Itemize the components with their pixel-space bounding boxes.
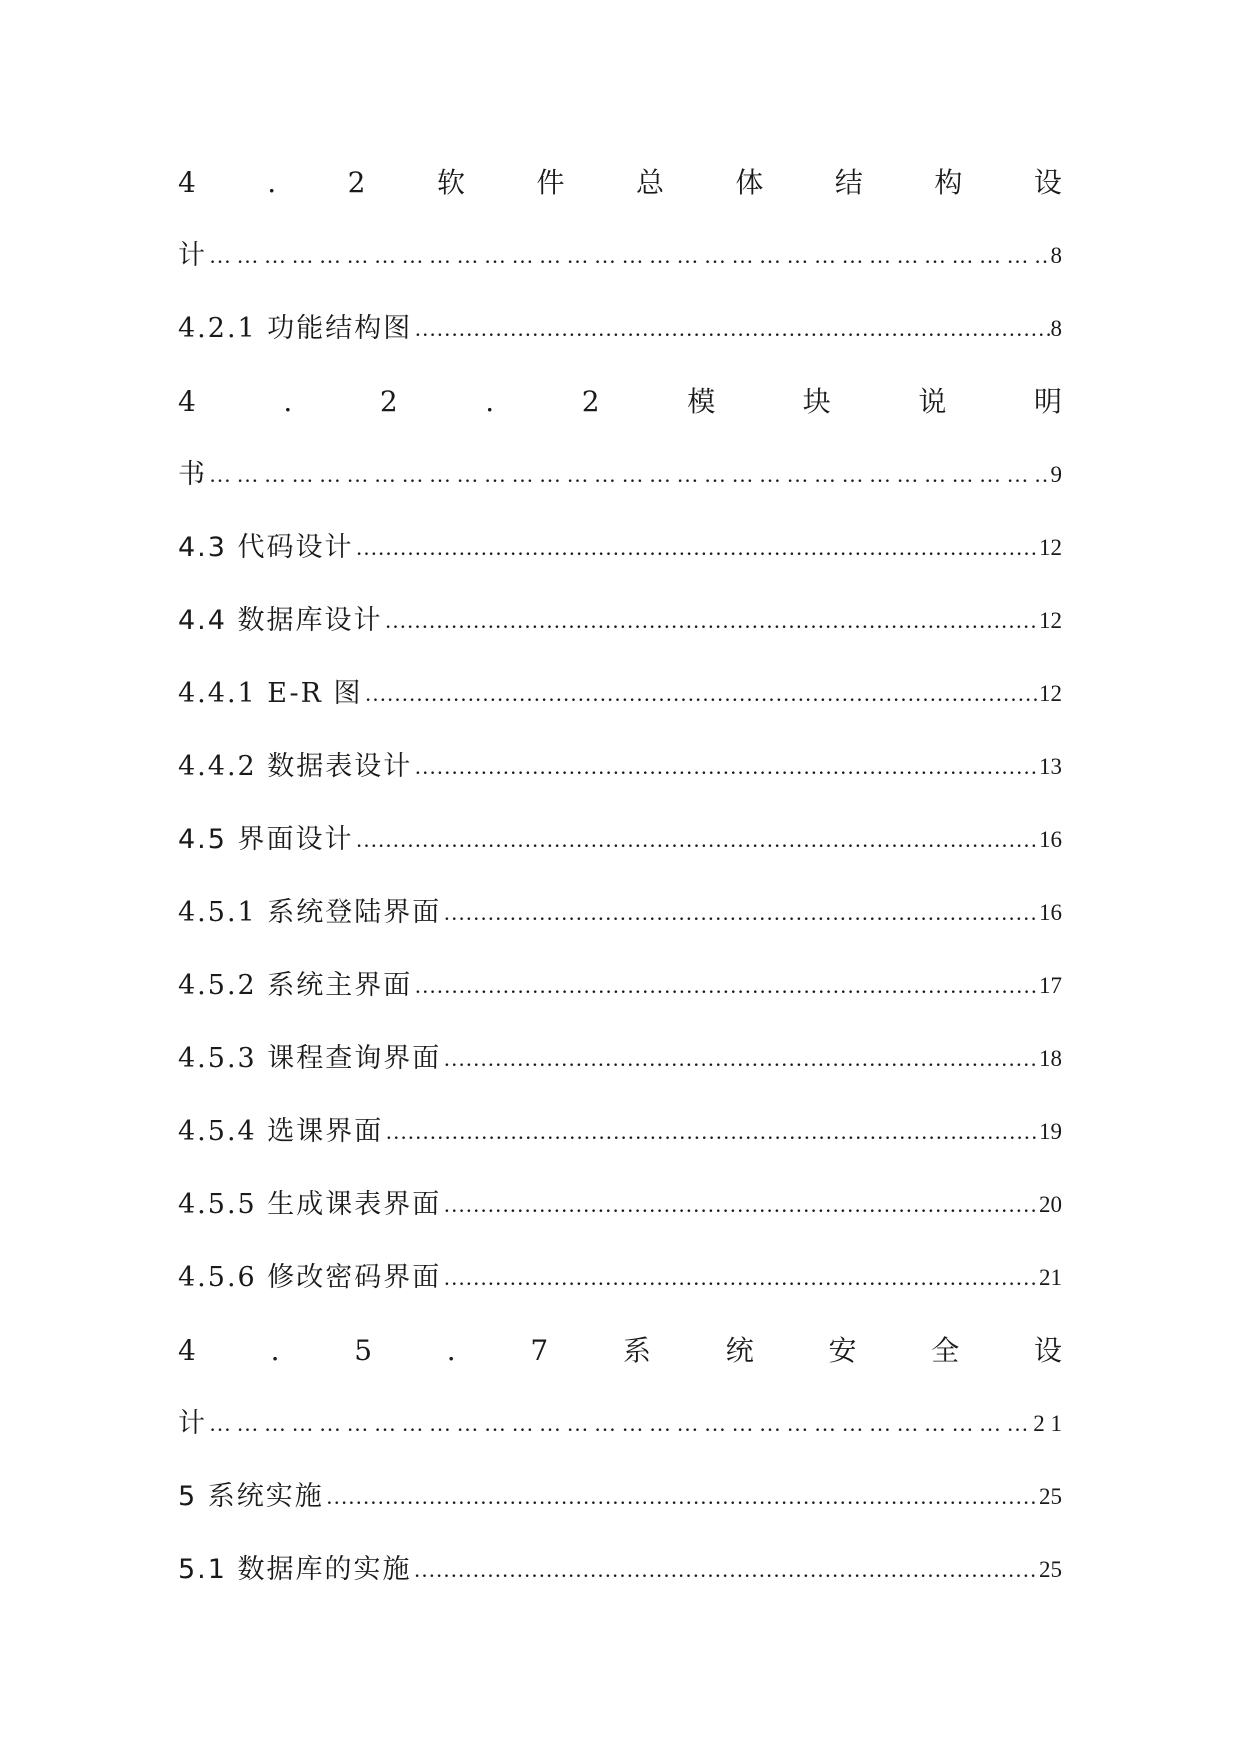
toc-entry-title: 4.3 代码设计 — [178, 532, 354, 563]
toc-page-number: 9 — [1050, 462, 1062, 487]
toc-entry — [178, 438, 1062, 511]
toc-heading-char: 7 — [530, 1333, 549, 1367]
toc-dot-leader — [354, 537, 1039, 559]
toc-entry-title: 4.5.5 生成课表界面 — [178, 1189, 442, 1220]
toc-dot-leader — [412, 1559, 1039, 1581]
toc-dot-leader — [363, 683, 1039, 705]
toc-heading-char: . — [485, 384, 495, 418]
toc-entry-title: 4.5.1 系统登陆界面 — [178, 897, 442, 928]
toc-dot-leader — [324, 1486, 1039, 1508]
toc-entry-title: 4.5.4 选课界面 — [178, 1116, 384, 1147]
toc-heading-char: 统 — [725, 1333, 754, 1367]
toc-dot-leader — [207, 1413, 1033, 1435]
toc-page-number: 18 — [1039, 1046, 1062, 1071]
toc-entry-title: 4.4.2 数据表设计 — [178, 751, 413, 782]
toc-heading-char: 块 — [802, 384, 831, 418]
toc-dot-leader — [441, 902, 1039, 924]
toc-heading-char: . — [270, 1333, 280, 1367]
toc-dot-leader — [207, 464, 1051, 486]
toc-entry — [178, 292, 1062, 365]
toc-entry — [178, 803, 1062, 876]
toc-dot-leader — [207, 245, 1051, 267]
toc-page-number: 8 — [1050, 243, 1062, 268]
toc-heading-char: 4 — [178, 384, 196, 418]
toc-dot-leader — [354, 829, 1039, 851]
toc-dot-leader — [383, 610, 1039, 632]
toc-heading-char: 软 — [436, 165, 465, 199]
toc-entry-title: 计 — [178, 240, 207, 271]
toc-heading-char: . — [446, 1333, 456, 1367]
toc-dot-leader — [412, 756, 1039, 778]
toc-entry — [178, 1095, 1062, 1168]
toc-heading-char: 5 — [354, 1333, 373, 1367]
toc-entry — [178, 511, 1062, 584]
toc-entry — [178, 1241, 1062, 1314]
toc-page-number: 16 — [1039, 900, 1062, 925]
toc-entry-title: 书 — [178, 459, 207, 490]
toc-entry-title: 5.1 数据库的实施 — [178, 1554, 412, 1585]
toc-heading-justified — [178, 1314, 1062, 1387]
toc-heading-justified — [178, 146, 1062, 219]
toc-heading-char: 2 — [581, 384, 600, 418]
toc-heading-char: 结 — [834, 165, 863, 199]
toc-entry — [178, 1022, 1062, 1095]
toc-entry — [178, 1533, 1062, 1606]
toc-heading-char: 4 — [178, 1333, 196, 1367]
toc-heading-char: 安 — [828, 1333, 857, 1367]
toc-entry-title: 4.2.1 功能结构图 — [178, 313, 413, 344]
toc-entry-title: 4.5.6 修改密码界面 — [178, 1262, 442, 1293]
toc-dot-leader — [412, 318, 1050, 340]
toc-heading-char: 设 — [1033, 165, 1062, 199]
toc-heading-char: . — [267, 165, 277, 199]
toc-entry — [178, 730, 1062, 803]
table-of-contents — [178, 146, 1062, 1606]
toc-page-number: 12 — [1039, 608, 1062, 633]
toc-dot-leader — [441, 1194, 1039, 1216]
toc-entry-title: 4.4.1 E-R 图 — [178, 678, 363, 709]
toc-entry-title: 5 系统实施 — [178, 1481, 324, 1512]
toc-entry — [178, 219, 1062, 292]
toc-heading-char: 系 — [622, 1333, 651, 1367]
toc-page-number: 20 — [1039, 1192, 1062, 1217]
toc-dot-leader — [441, 1267, 1039, 1289]
toc-entry — [178, 949, 1062, 1022]
toc-page-number: 2 1 — [1033, 1411, 1062, 1436]
toc-dot-leader — [441, 1048, 1039, 1070]
toc-heading-char: 设 — [1033, 1333, 1062, 1367]
toc-page-number: 16 — [1039, 827, 1062, 852]
toc-page-number: 8 — [1050, 316, 1062, 341]
toc-heading-char: 说 — [918, 384, 947, 418]
toc-heading-char: 构 — [934, 165, 963, 199]
toc-page-number: 19 — [1039, 1119, 1062, 1144]
toc-entry-title: 4.5 界面设计 — [178, 824, 354, 855]
toc-page-number: 25 — [1039, 1557, 1062, 1582]
toc-dot-leader — [383, 1121, 1039, 1143]
toc-heading-char: 全 — [931, 1333, 960, 1367]
toc-entry-title: 4.5.3 课程查询界面 — [178, 1043, 442, 1074]
toc-page-number: 21 — [1039, 1265, 1062, 1290]
toc-heading-char: . — [283, 384, 293, 418]
toc-heading-char: 2 — [379, 384, 398, 418]
toc-heading-char: 明 — [1033, 384, 1062, 418]
toc-entry-title: 4.5.2 系统主界面 — [178, 970, 413, 1001]
toc-heading-char: 2 — [347, 165, 366, 199]
toc-page-number: 17 — [1039, 973, 1062, 998]
toc-entry — [178, 657, 1062, 730]
toc-entry — [178, 876, 1062, 949]
toc-heading-char: 体 — [735, 165, 764, 199]
toc-entry — [178, 1387, 1062, 1460]
toc-heading-justified — [178, 365, 1062, 438]
toc-heading-char: 件 — [536, 165, 565, 199]
toc-entry — [178, 584, 1062, 657]
toc-page-number: 12 — [1039, 681, 1062, 706]
toc-heading-char: 模 — [687, 384, 716, 418]
toc-page-number: 25 — [1039, 1484, 1062, 1509]
toc-entry — [178, 1460, 1062, 1533]
toc-entry — [178, 1168, 1062, 1241]
toc-page-number: 12 — [1039, 535, 1062, 560]
toc-page-number: 13 — [1039, 754, 1062, 779]
toc-heading-char: 4 — [178, 165, 196, 199]
toc-dot-leader — [412, 975, 1039, 997]
toc-entry-title: 4.4 数据库设计 — [178, 605, 383, 636]
toc-entry-title: 计 — [178, 1408, 207, 1439]
toc-heading-char: 总 — [635, 165, 664, 199]
